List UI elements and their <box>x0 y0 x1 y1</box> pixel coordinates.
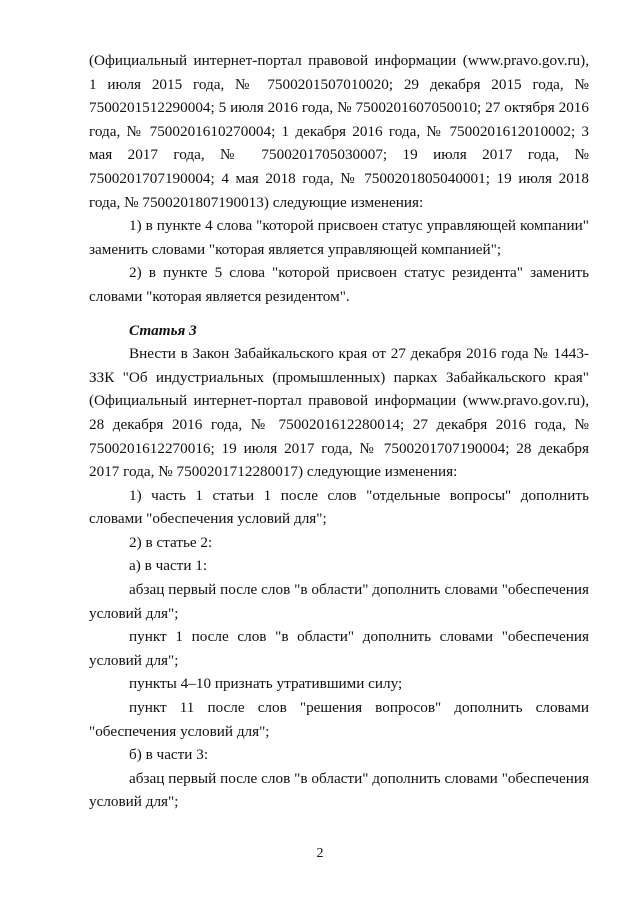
paragraph-item-1: 1) в пункте 4 слова "которой присвоен статус управляющей компании" заменить словами "которая является управляющей компанией"; <box>89 217 589 258</box>
document-body <box>89 49 589 814</box>
paragraph-item-2: 2) в пункте 5 слова "которой присвоен статус резидента" заменить словами "которая является резидентом". <box>89 264 589 305</box>
paragraph-punkt-1: пункт 1 после слов "в области" дополнить словами "обеспечения условий для"; <box>89 628 589 669</box>
paragraph-first-abzac-part-3: абзац первый после слов "в области" дополнить словами "обеспечения условий для"; <box>89 769 589 811</box>
paragraph-punkt-11: пункт 11 после слов "решения вопросов" дополнить словами "обеспечения условий для"; <box>89 699 589 740</box>
article-heading: Статья 3 <box>129 321 197 339</box>
paragraph-subitem-a: а) в части 1: <box>129 557 208 575</box>
paragraph-sources-list: (Официальный интернет-портал правовой информации (www.pravo.gov.ru), 1 июля 2015 года, № 7500201507010020; 29 декабря 2015 года, № 7500201512290004; 5 июля 2016 года, № 7500201607050010; 27 октября 2016 года, № 7500201610270004; 1 декабря 2016 года, № 7500201612010002; 3 мая 2017 года, № 7500201705030007; 19 июля 2017 года, № 7500201707190004; 4 мая 2018 года, № 7500201805040001; 19 июля 2018 года, № 7500201807190013) следующие изменения: <box>89 52 589 211</box>
paragraph-subitem-b: б) в части 3: <box>129 746 209 764</box>
paragraph-punkty-4-10: пункты 4–10 признать утратившими силу; <box>129 675 403 693</box>
paragraph-amend-item-1: 1) часть 1 статьи 1 после слов "отдельные вопросы" дополнить словами "обеспечения условий для"; <box>89 486 589 528</box>
paragraph-first-abzac: абзац первый после слов "в области" дополнить словами "обеспечения условий для"; <box>89 581 589 622</box>
paragraph-amend-item-2: 2) в статье 2: <box>129 533 213 551</box>
paragraph-amend-law: Внести в Закон Забайкальского края от 27 декабря 2016 года № 1443-ЗЗК "Об индустриальных (промышленных) парках Забайкальского края" (Официальный интернет-портал правовой информации (www.pravo.gov.ru), 28 декабря 2016 года, № 7500201612280014; 27 декабря 2016 года, № 7500201612270016; 19 июля 2017 года, № 7500201707190004; 28 декабря 2017 года, № 7500201712280017) следующие изменения: <box>89 345 589 481</box>
page-number: 2 <box>316 846 324 861</box>
